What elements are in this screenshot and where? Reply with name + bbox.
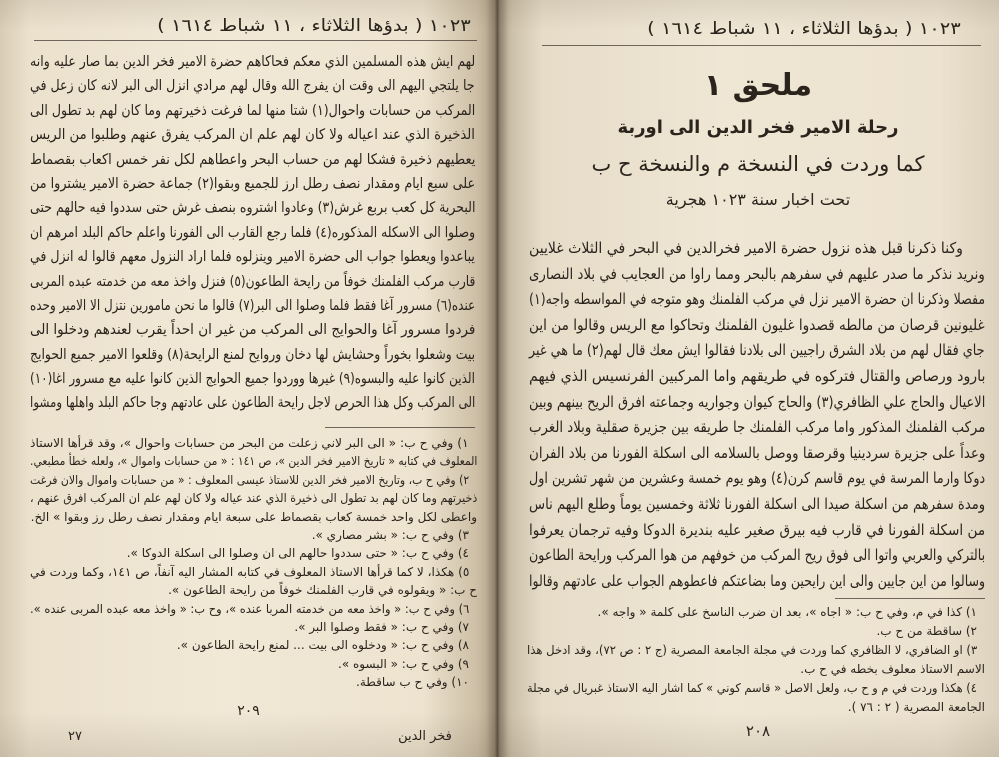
footnote <box>527 622 985 641</box>
text-line-content: قارب مركب الفلمنك خوفاً من رايحة الطاعون(٥) فنزل واخذ معه من خدمته عبده المربى <box>29 273 475 290</box>
text-line <box>30 391 475 415</box>
text-line <box>529 338 985 364</box>
text-line-content: ح ب: « ويقولوه في قارب الفلمنك خوفاً من رايحة الطاعون ». <box>168 583 477 598</box>
text-line-content: ٦) وفي ح ب: « واخذ معه من خدمته المربا عنده »، وح ب: « واخذ معه عبده المربى عنده ». <box>29 601 469 616</box>
text-line-content: جاي فقال لهم من بلاد الشرق راجيين الى بلادنا فقالوا ايش معك قال لهم(٢) ما هي غير <box>529 341 985 360</box>
page-number: ٢٠٩ <box>237 703 260 719</box>
text-line-content: وكنا ذكرنا قبل هذه نزول حضرة الامير فخرالدين في البحر في الثلاث غلايين <box>529 239 963 257</box>
text-line <box>30 221 475 245</box>
text-line <box>30 367 475 391</box>
footnotes <box>30 434 477 691</box>
text-line <box>30 636 477 654</box>
text-line <box>529 441 985 467</box>
text-line-content: ٣) او الضافري، لا الظافري كما وردت في مجلة الجامعة المصرية (ج ٢ : ص ٧٢)، وقد ادخل هذا <box>526 643 977 657</box>
footnote-rule <box>325 427 475 428</box>
appendix-subtitle: رحلة الامير فخر الدين الى اوربة <box>617 117 899 138</box>
text-line <box>529 287 985 313</box>
text-line-content: فردوا مسرور آغا والحوايج الى المركب من غير ان احداً يقرب لعندهم ودخلوا الى <box>29 322 475 339</box>
text-line <box>527 660 985 679</box>
text-line <box>527 603 985 622</box>
text-line <box>529 390 985 416</box>
running-header-text: ١٠٢٣ ( بدؤها الثلاثاء ، ١١ شباط ١٦١٤ ) <box>647 19 961 39</box>
text-line <box>30 544 477 562</box>
text-line <box>30 452 477 470</box>
text-line-content: الجامعة المصرية ( ٢ : ٧٦ ). <box>847 700 985 714</box>
text-line-content: الذخيرة الذي عند اعياله ولا كان لهم علم ان المركب يفرق عنهم وطلبوا من الريس <box>29 127 475 144</box>
text-line <box>527 679 985 698</box>
text-line-content: الذين كانوا عليه والبسوه(٩) غيرها ووردوا جميع الحوايج الذين كانوا عليه مع مسرور اغا(١٠) <box>30 371 475 388</box>
left-page <box>0 0 497 757</box>
footnote <box>30 655 477 673</box>
main-text <box>30 50 475 416</box>
running-header <box>125 14 471 38</box>
text-line-content: يعطيهم ذخيرة فشكا لهم من حساب البحر واعطاهم لكل نفر خمس اكعاب بقصماط <box>29 151 475 168</box>
footnote <box>30 636 477 654</box>
signature-title: فخر الدين <box>398 729 452 744</box>
text-line-content: ذخيرتهم وما كان لهم بد تطول الى ذخيرة الذي عند عياله ولا كان لهم علم ان المركب افرق عنهم ، <box>29 491 477 506</box>
text-line-content: ١) كذا في م، وفي ح ب: « اجاه »، بعد ان ضرب الناسخ على كلمة « واجه ». <box>597 605 977 619</box>
text-line <box>527 698 985 717</box>
text-line-content: غليونين قرصان من مالطه قصدوا غليون الفلمنك وتحاكوا مع الريس وقالوا من اين <box>529 315 985 334</box>
header-rule <box>542 45 981 46</box>
text-line <box>30 673 477 691</box>
text-line-content: مركب الفلمنك المذكور واما مركب الفلمنك جا طريقه بين جزيرة صقلية وبلاد الغرب <box>528 418 985 437</box>
main-text <box>529 236 985 594</box>
footnote <box>30 618 477 636</box>
running-header-text: ١٠٢٣ ( بدؤها الثلاثاء ، ١١ شباط ١٦١٤ ) <box>157 16 471 36</box>
text-line <box>30 318 475 342</box>
text-line-content: الاعيال والحاج علي الظافري(٣) والحاج كيوان وجواريه وجماعته افرق الريح بينهم وبين <box>528 392 985 411</box>
footnote <box>30 434 477 471</box>
text-line <box>30 581 477 599</box>
text-line <box>30 343 475 367</box>
text-line-content: ٤) وفي ح ب: « حتى سددوا حالهم الى ان وصلوا الى اسكلة الدوكا ». <box>126 546 469 561</box>
text-line <box>30 270 475 294</box>
footnote <box>30 563 477 600</box>
text-line <box>529 313 985 339</box>
text-line <box>529 569 985 595</box>
text-line <box>30 489 477 507</box>
text-line <box>30 123 475 147</box>
text-line-content: ٢) ساقطة من ح ب. <box>876 624 977 638</box>
book-gutter <box>486 0 508 757</box>
text-line-content: بارود ورصاص والقتال فتركوه في طريقهم واما المركبين الفرنسيس الذي فيهم <box>528 366 985 385</box>
text-line <box>529 262 985 288</box>
running-header <box>585 17 961 41</box>
footnote <box>30 471 477 526</box>
text-line-content: المعلوف في كتابه « تاريخ الامير فخر الدين »، ص ١٤١ : « من حسابات واموال »، ولعله خطأ مطبعي. <box>29 454 477 469</box>
text-line <box>30 434 477 452</box>
text-line-content: بيت وشعلوا بخوراً وحشايش لها دخان وروايح لمنع الرايحة(٨) وقلعوا الامير جميع الحوايج <box>29 346 475 363</box>
text-line-content: على سبع ايام ومقدار نصف رطل ارز للجميع وبقوا(٢) جماعة حضرة الامير يشتروا من <box>29 175 475 192</box>
text-line <box>30 563 477 581</box>
text-line-content: الى المركب وكل هذا الحرص لاجل رايحة الطاعون على عادتهم وجا حاكم البلد واهلها ومشوا <box>29 395 475 412</box>
text-line <box>30 655 477 673</box>
text-line <box>30 245 475 269</box>
footnote <box>527 603 985 622</box>
text-line-content: يباعدوا ويعطوا جواب الى حضرة الامير وينزلوه فلما اراد النزول معهم قالوا له انزل في <box>30 249 475 266</box>
header-rule <box>34 40 477 41</box>
footnote <box>30 600 477 618</box>
text-line <box>30 618 477 636</box>
text-line-content: ٥) هكذا، لا كما قرأها الاستاذ المعلوف في كتابه المشار اليه آنفاً، ص ١٤١، وكما وردت في <box>29 564 469 579</box>
text-line <box>30 600 477 618</box>
text-line <box>529 518 985 544</box>
text-line-content: ٣) وفي ح ب: « بشر مصاري ». <box>311 527 469 542</box>
text-line <box>527 622 985 641</box>
text-line-content: مفصلا وذكرنا ان حضرة الامير نزل في مركب الفلمنك وهو متوجه في المواسطه واجه(١) <box>528 290 985 309</box>
text-line-content: ١٠) وفي ح ب ساقطة. <box>356 675 469 690</box>
text-line <box>30 196 475 220</box>
text-line-content: المركب من حسابات واحوال(١) شتا منها لما فرغت ذخيرتهم وما كان لهم بد تطول الى <box>29 102 475 119</box>
footnote <box>30 526 477 544</box>
date-note: تحت اخبار سنة ١٠٢٣ هجرية <box>665 190 851 209</box>
text-line <box>30 74 475 98</box>
text-line-content: لهم ايش هذه المسلمين الذي معكم فحاكاهم حضرة الامير فخر الدين بما صار عليه وانه <box>29 54 475 70</box>
text-line <box>30 526 477 544</box>
text-line-content: وصلوا الى الاسكله المذكوره(٤) فلما رجع القارب الى الفورنا واعلم حاكم البلد امرهم ان <box>29 224 475 241</box>
text-line-content: ٧) وفي ح ب: « فقط وصلوا البر ». <box>294 619 469 634</box>
text-line <box>529 236 985 262</box>
appendix-title: ملحق ١ <box>703 68 813 103</box>
text-line-content: البحرية كل كعب بربع غرش(٣) وعادوا اشتروه بنصف غرش حتى سددوا فيه حالهم حتى <box>29 200 475 217</box>
footnote <box>527 641 985 679</box>
text-line <box>30 99 475 123</box>
text-line <box>529 364 985 390</box>
text-line-content: وعداً على جزيرة سردينيا وقرصقا ووصل بالسلامه الى اسكلة الفورنا من بلاد الفران <box>528 443 985 462</box>
text-line-content: بالتركي والعربي واتوا الى فوق ريح المركب من خوفهم من هوا المركب ورايحة الطاعون <box>528 546 985 565</box>
text-line-content: من اسكلة الفورنا في قارب فيه بيرق صغير عليه بنديرة الدوكا وفيه ترجمان يعرفوا <box>528 520 985 539</box>
text-line-content: جا يلتجي اليهم الى وقت ان يفرج الله وقال لهم مرادي انزل الى البر لانه كان زعل في <box>30 78 475 95</box>
text-line <box>30 50 475 74</box>
text-line <box>529 543 985 569</box>
source-note: كما وردت في النسخة م والنسخة ح ب <box>591 152 925 176</box>
text-line-content: ونريد نذكر ما صدر عليهم في سفرهم بالبحر ومما راوا من العجايب في بلاد النصارى <box>529 264 985 283</box>
footnote <box>30 673 477 691</box>
page-number: ٢٠٨ <box>745 722 771 740</box>
text-line <box>529 492 985 518</box>
right-page <box>497 0 999 757</box>
text-line <box>30 471 477 489</box>
footnote <box>30 544 477 562</box>
text-line <box>529 415 985 441</box>
text-line <box>30 508 477 526</box>
footnote-rule <box>835 598 985 599</box>
text-line-content: الاسم الاستاذ معلوف بخطه في ح ب. <box>800 662 985 676</box>
footnotes <box>527 603 985 717</box>
text-line <box>527 641 985 660</box>
signature-number: ٢٧ <box>68 729 82 744</box>
text-line-content: عنده(٦) مسرور آغا فقط فلما وصلوا الى البر(٧) قالوا ما نحن مامورين نتزل الا الامير وحده <box>29 297 475 314</box>
footnote <box>527 679 985 717</box>
text-line-content: واعطى لكل واحد خمسة كعاب بقصماط على سبعة ايام ومقدار نصف رطل رز وبقوا » الخ. <box>30 509 477 524</box>
text-line-content: ١) وفي ح ب: « الى البر لاني زعلت من البحر من حسابات واحوال »، وقد قرأها الاستاذ <box>30 436 469 450</box>
text-line-content: ٢) وفي ح ب، وتاريخ الامير فخر الدين للاستاذ عيسى المعلوف : « من حسابات واموال والان فرغت <box>29 472 469 487</box>
text-line-content: وسالوا من اين جايين والى اين رايحين وما بضاعتكم فاعطوهم الجواب على عادتهم وقالوا <box>528 571 985 590</box>
text-line <box>30 172 475 196</box>
text-line-content: ومدة سفرهم من اسكلة صيدا الى اسكلة الفورنا ثلاثة وخمسين يوماً وطلع اليهم ناس <box>528 494 985 513</box>
text-line-content: ٨) وفي ح ب: « ودخلوه الى بيت ... لمنع رايحة الطاعون ». <box>176 638 469 653</box>
text-line <box>30 294 475 318</box>
text-line <box>30 148 475 172</box>
text-line-content: دوكا وارما المرسة في يوم قاسم كرن(٤) وهو يوم خمسة وعشرين من شهر تشرين اول <box>528 469 985 488</box>
text-line-content: ٩) وفي ح ب: « البسوه ». <box>338 656 469 671</box>
text-line <box>529 466 985 492</box>
text-line-content: ٤) هكذا وردت في م و ح ب، ولعل الاصل « قاسم كوني » كما اشار اليه الاستاذ غبريال في مجلة <box>527 681 977 695</box>
